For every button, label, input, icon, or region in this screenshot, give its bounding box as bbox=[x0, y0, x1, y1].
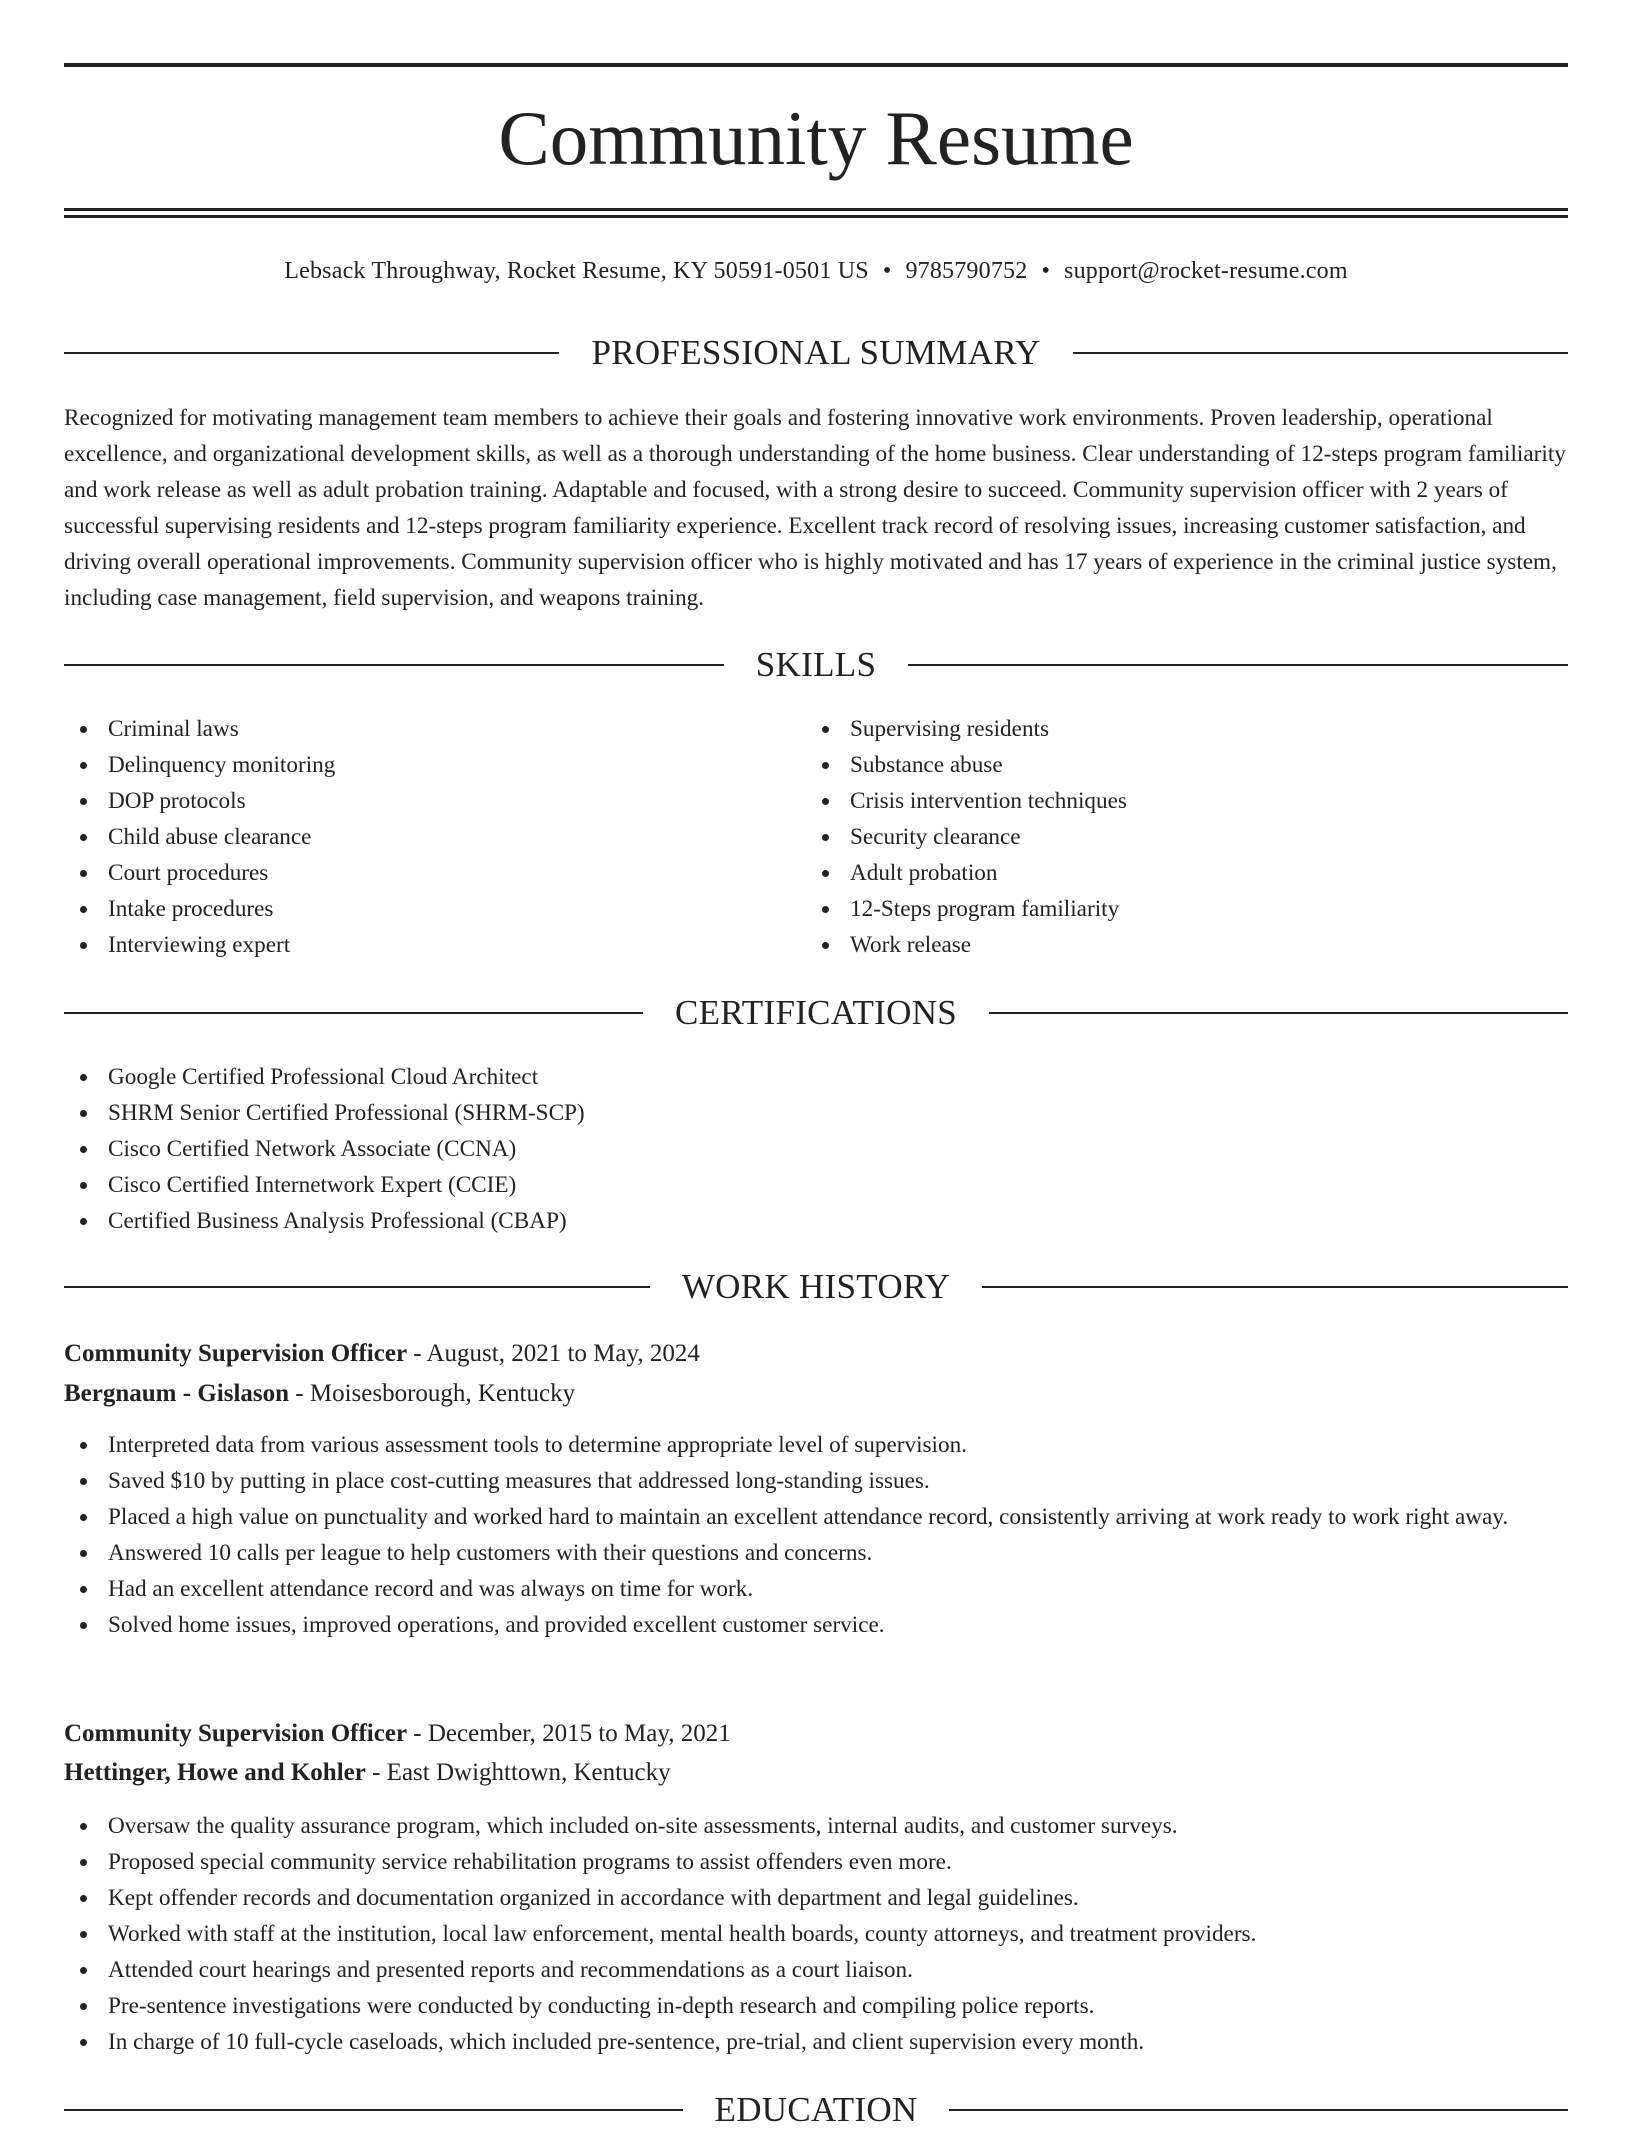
job-bullet: Attended court hearings and presented reports and recommendations as a court liaison. bbox=[64, 1952, 1568, 1988]
skill-item: Child abuse clearance bbox=[64, 819, 804, 855]
skill-item: Crisis intervention techniques bbox=[806, 783, 1546, 819]
skill-item: Court procedures bbox=[64, 855, 804, 891]
certification-item: Certified Business Analysis Professional (CBAP) bbox=[64, 1203, 1568, 1239]
job-bullet: Proposed special community service rehabilitation programs to assist offenders even more. bbox=[64, 1844, 1568, 1880]
heading-rule-left bbox=[64, 352, 559, 354]
skill-item: Substance abuse bbox=[806, 747, 1546, 783]
contact-email: support@rocket-resume.com bbox=[1064, 258, 1348, 284]
certification-item: Google Certified Professional Cloud Architect bbox=[64, 1059, 1568, 1095]
skills-list-right bbox=[806, 711, 1546, 963]
job-title: Community Supervision Officer bbox=[64, 1720, 408, 1747]
heading-rule-right bbox=[908, 664, 1568, 666]
resume-title: Community Resume bbox=[498, 95, 1134, 181]
contact-separator: • bbox=[1041, 258, 1051, 284]
job-bullet: Worked with staff at the institution, local law enforcement, mental health boards, county attorneys, and treatment providers. bbox=[64, 1916, 1568, 1952]
title-rule-upper bbox=[64, 208, 1568, 211]
job-bullet: Interpreted data from various assessment tools to determine appropriate level of supervision. bbox=[64, 1427, 1568, 1463]
summary-text: Recognized for motivating management team members to achieve their goals and fostering innovative work environments. Proven leadership, operational excellence, and organizational development skills, as well as a thorough understanding of the home business. Clear understanding of 12-steps program familiarity and work release as well as adult probation training. Adaptable and focused, with a strong desire to succeed. Community supervision officer with 2 years of successful supervising residents and 12-steps program familiarity experience. Excellent track record of resolving issues, increasing customer satisfaction, and driving overall operational improvements. Community supervision officer who is highly motivated and has 17 years of experience in the criminal justice system, including case management, field supervision, and weapons training. bbox=[64, 405, 1566, 611]
certification-item: SHRM Senior Certified Professional (SHRM-SCP) bbox=[64, 1095, 1568, 1131]
job-bullet: Solved home issues, improved operations, and provided excellent customer service. bbox=[64, 1607, 1568, 1643]
heading-rule-right bbox=[982, 1286, 1568, 1288]
section-heading-summary bbox=[64, 331, 1568, 375]
contact-line bbox=[64, 254, 1568, 288]
skill-item: Supervising residents bbox=[806, 711, 1546, 747]
section-heading-certifications bbox=[64, 991, 1568, 1035]
skills-list-left bbox=[64, 711, 804, 963]
job-bullet: Placed a high value on punctuality and worked hard to maintain an excellent attendance record, consistently arriving at work ready to work right away. bbox=[64, 1499, 1568, 1535]
certification-item: Cisco Certified Network Associate (CCNA) bbox=[64, 1131, 1568, 1167]
job-company: Bergnaum - Gislason bbox=[64, 1380, 290, 1407]
job-company-line bbox=[64, 1755, 1568, 1791]
heading-rule-left bbox=[64, 2109, 683, 2111]
heading-rule-right bbox=[989, 1012, 1568, 1014]
job-location: - Moisesborough, Kentucky bbox=[289, 1380, 576, 1407]
skill-item: Interviewing expert bbox=[64, 927, 804, 963]
heading-rule-right bbox=[1073, 352, 1568, 354]
job-bullet: Kept offender records and documentation organized in accordance with department and legal guidelines. bbox=[64, 1880, 1568, 1916]
heading-rule-left bbox=[64, 1286, 650, 1288]
contact-separator: • bbox=[882, 258, 892, 284]
certifications-list bbox=[64, 1059, 1568, 1239]
job-company: Hettinger, Howe and Kohler bbox=[64, 1759, 366, 1786]
title-rule-lower bbox=[64, 215, 1568, 218]
section-title: CERTIFICATIONS bbox=[674, 993, 958, 1032]
job-bullet: Answered 10 calls per league to help customers with their questions and concerns. bbox=[64, 1535, 1568, 1571]
heading-rule-right bbox=[949, 2109, 1568, 2111]
skill-item: Adult probation bbox=[806, 855, 1546, 891]
contact-address: Lebsack Throughway, Rocket Resume, KY 50591-0501 US bbox=[284, 258, 869, 284]
section-heading-work-history bbox=[64, 1265, 1568, 1309]
contact-phone: 9785790752 bbox=[905, 258, 1028, 284]
job-dates: - August, 2021 to May, 2024 bbox=[407, 1340, 700, 1367]
heading-rule-left bbox=[64, 1012, 643, 1014]
skill-item: Delinquency monitoring bbox=[64, 747, 804, 783]
skill-item: Work release bbox=[806, 927, 1546, 963]
job-bullet: Pre-sentence investigations were conducted by conducting in-depth research and compiling police reports. bbox=[64, 1988, 1568, 2024]
skill-item: Criminal laws bbox=[64, 711, 804, 747]
section-heading-education bbox=[64, 2088, 1568, 2132]
section-heading-skills bbox=[64, 643, 1568, 687]
skill-item: Intake procedures bbox=[64, 891, 804, 927]
section-title: EDUCATION bbox=[714, 2090, 918, 2129]
certification-item: Cisco Certified Internetwork Expert (CCIE) bbox=[64, 1167, 1568, 1203]
job-title-line bbox=[64, 1336, 1568, 1372]
skill-item: Security clearance bbox=[806, 819, 1546, 855]
job-bullet: Oversaw the quality assurance program, which included on-site assessments, internal audits, and customer surveys. bbox=[64, 1808, 1568, 1844]
job-bullet: Had an excellent attendance record and was always on time for work. bbox=[64, 1571, 1568, 1607]
job-bullet: In charge of 10 full-cycle caseloads, which included pre-sentence, pre-trial, and client supervision every month. bbox=[64, 2024, 1568, 2060]
job-title-line bbox=[64, 1716, 1568, 1752]
section-title: SKILLS bbox=[755, 645, 877, 684]
job-company-line bbox=[64, 1376, 1568, 1412]
job-bullets bbox=[64, 1808, 1568, 2060]
heading-rule-left bbox=[64, 664, 724, 666]
job-bullet: Saved $10 by putting in place cost-cutting measures that addressed long-standing issues. bbox=[64, 1463, 1568, 1499]
job-location: - East Dwighttown, Kentucky bbox=[365, 1759, 671, 1786]
section-title: WORK HISTORY bbox=[681, 1267, 951, 1306]
job-dates: - December, 2015 to May, 2021 bbox=[407, 1720, 731, 1747]
section-title: PROFESSIONAL SUMMARY bbox=[591, 333, 1041, 372]
skill-item: 12-Steps program familiarity bbox=[806, 891, 1546, 927]
job-title: Community Supervision Officer bbox=[64, 1340, 408, 1367]
job-bullets bbox=[64, 1427, 1568, 1643]
top-rule bbox=[64, 63, 1568, 67]
skill-item: DOP protocols bbox=[64, 783, 804, 819]
